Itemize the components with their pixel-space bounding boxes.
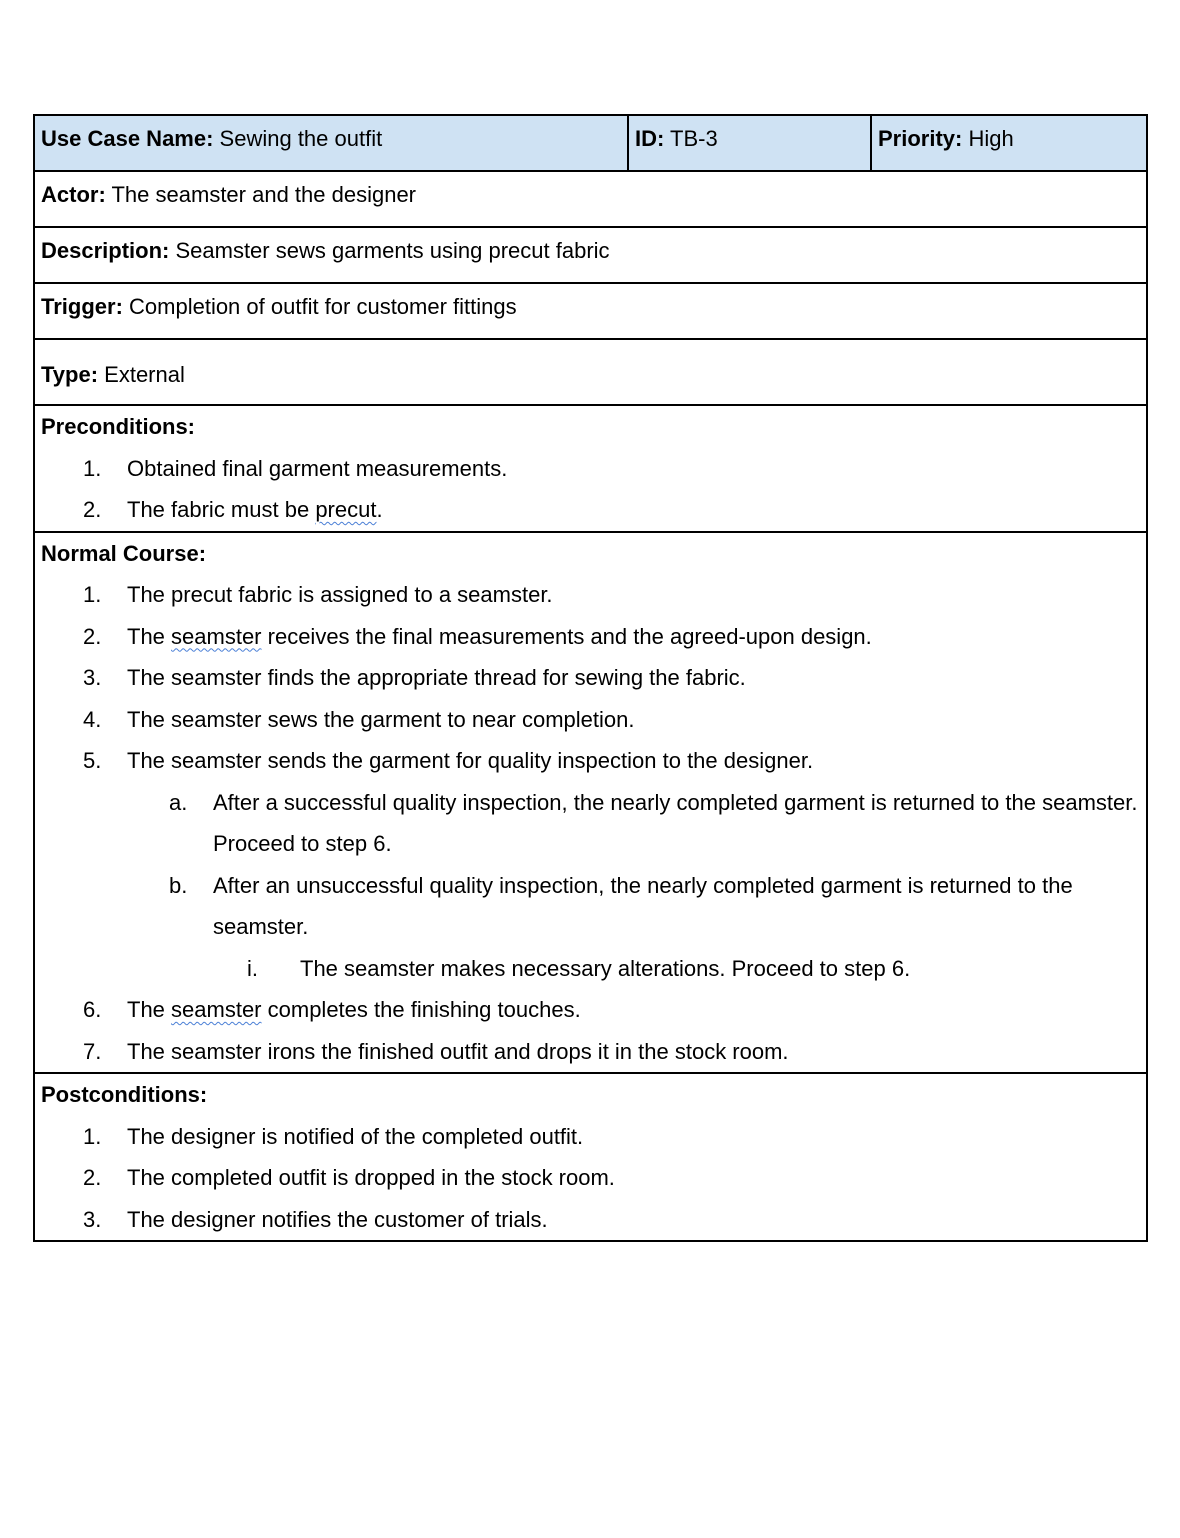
use-case-name-cell[interactable] xyxy=(34,115,628,171)
list-text: The seamster sews the garment to near completion. xyxy=(127,706,635,732)
list-text: After an unsuccessful quality inspection, the nearly completed garment is returned to the seamster. xyxy=(213,872,1073,939)
list-number: 6. xyxy=(83,997,102,1022)
list-text: The precut fabric is assigned to a seamster. xyxy=(127,582,553,607)
list-roman: i. xyxy=(247,955,258,981)
list-item xyxy=(41,1031,1140,1073)
type-cell[interactable] xyxy=(34,339,1147,405)
normal-course-label: Normal Course: xyxy=(41,540,207,566)
priority-value: High xyxy=(962,126,1014,151)
postconditions-cell[interactable] xyxy=(34,1073,1147,1241)
list-text: The xyxy=(127,997,172,1022)
list-item xyxy=(41,657,1140,699)
header-row xyxy=(34,115,1147,171)
type-value: External xyxy=(98,362,185,387)
list-number: 2. xyxy=(83,623,102,649)
preconditions-list xyxy=(41,448,1140,531)
preconditions-cell[interactable] xyxy=(34,405,1147,532)
spellcheck-flagged-word[interactable]: precut xyxy=(315,497,377,522)
list-text: completes the finishing touches. xyxy=(261,997,581,1022)
list-number: 7. xyxy=(83,1038,102,1064)
list-item xyxy=(41,782,1140,865)
list-text: The designer notifies the customer of trials. xyxy=(127,1206,548,1232)
list-text: The seamster makes necessary alterations. Proceed to step 6. xyxy=(300,955,911,981)
id-label: ID: xyxy=(635,126,665,151)
spellcheck-flagged-word[interactable]: seamster xyxy=(171,997,262,1022)
preconditions-label: Preconditions: xyxy=(41,414,196,439)
list-item xyxy=(41,574,1140,616)
list-item xyxy=(41,1157,1140,1199)
list-text: receives the final measurements and the agreed-upon design. xyxy=(261,623,872,649)
list-text: The fabric must be xyxy=(127,497,316,522)
postconditions-label: Postconditions: xyxy=(41,1082,208,1107)
trigger-cell[interactable] xyxy=(34,283,1147,339)
list-letter: a. xyxy=(169,789,188,815)
list-item xyxy=(41,448,1140,490)
priority-label: Priority: xyxy=(878,126,963,151)
list-text: . xyxy=(376,497,383,522)
list-number: 3. xyxy=(83,665,102,690)
use-case-name-label: Use Case Name: xyxy=(41,126,214,151)
list-text: Obtained final garment measurements. xyxy=(127,455,508,481)
list-item xyxy=(41,740,1140,782)
trigger-label: Trigger: xyxy=(41,294,123,319)
description-label: Description: xyxy=(41,238,170,263)
normal-course-list-continued xyxy=(41,989,1140,1072)
description-cell[interactable] xyxy=(34,227,1147,283)
list-letter: b. xyxy=(169,872,188,898)
actor-cell[interactable] xyxy=(34,171,1147,227)
list-text: The seamster sends the garment for quality inspection to the designer. xyxy=(127,748,814,773)
normal-course-sublist xyxy=(41,782,1140,948)
list-number: 1. xyxy=(83,1123,102,1149)
list-number: 5. xyxy=(83,748,102,773)
list-text: The seamster irons the finished outfit and drops it in the stock room. xyxy=(127,1038,789,1064)
list-item xyxy=(41,489,1140,531)
spellcheck-flagged-word[interactable]: seamster xyxy=(171,623,262,649)
list-item xyxy=(41,865,1140,948)
list-number: 3. xyxy=(83,1206,102,1232)
id-cell[interactable] xyxy=(628,115,871,171)
list-item xyxy=(41,1199,1140,1241)
type-label: Type: xyxy=(41,362,99,387)
list-number: 1. xyxy=(83,455,102,481)
description-value: Seamster sews garments using precut fabric xyxy=(169,238,610,263)
use-case-name-value: Sewing the outfit xyxy=(213,126,383,151)
list-item xyxy=(41,948,1140,990)
list-item xyxy=(41,699,1140,741)
normal-course-cell[interactable] xyxy=(34,532,1147,1074)
list-number: 1. xyxy=(83,582,102,607)
list-item xyxy=(41,1116,1140,1158)
normal-course-list xyxy=(41,574,1140,782)
use-case-table xyxy=(33,114,1148,1242)
normal-course-subsublist xyxy=(41,948,1140,990)
postconditions-list xyxy=(41,1116,1140,1241)
list-item xyxy=(41,989,1140,1031)
list-text: After a successful quality inspection, the nearly completed garment is returned to the seamster. Proceed to step 6. xyxy=(213,789,1138,856)
id-value: TB-3 xyxy=(664,126,718,151)
trigger-value: Completion of outfit for customer fittings xyxy=(122,294,517,319)
list-text: The completed outfit is dropped in the stock room. xyxy=(127,1165,615,1190)
list-text: The xyxy=(127,623,172,649)
list-text: The seamster finds the appropriate thread for sewing the fabric. xyxy=(127,665,746,690)
actor-label: Actor: xyxy=(41,182,106,207)
list-text: The designer is notified of the completed outfit. xyxy=(127,1123,584,1149)
list-item xyxy=(41,616,1140,658)
list-number: 2. xyxy=(83,1165,102,1190)
priority-cell[interactable] xyxy=(871,115,1147,171)
list-number: 2. xyxy=(83,497,102,522)
actor-value: The seamster and the designer xyxy=(105,182,417,207)
list-number: 4. xyxy=(83,706,102,732)
